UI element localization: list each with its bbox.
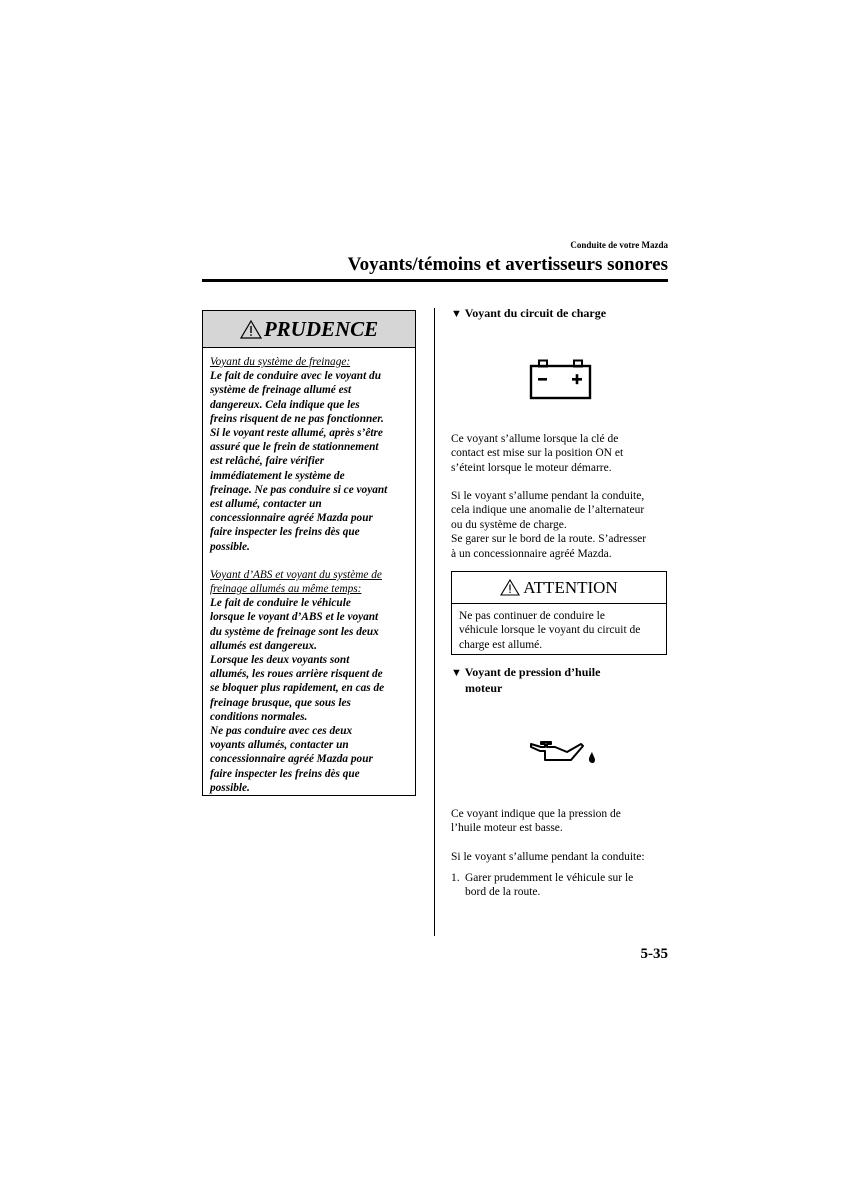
text-line: assuré que le frein de stationnement <box>210 441 379 454</box>
oil-paragraph-1 <box>451 807 667 836</box>
text-line: possible. <box>210 781 250 794</box>
charge-paragraph-2 <box>451 489 667 561</box>
text-line: Ce voyant indique que la pression de <box>451 808 621 820</box>
charge-paragraph-1 <box>451 432 667 475</box>
prudence-header <box>203 311 415 348</box>
list-number: 1. <box>451 872 460 884</box>
triangle-bullet-icon: ▼ <box>451 667 462 679</box>
text-line: possible. <box>210 540 250 553</box>
text-line: dangereux. Cela indique que les <box>210 398 360 411</box>
oil-paragraph-2: Si le voyant s’allume pendant la conduite: <box>451 851 645 863</box>
text-line: Se garer sur le bord de la route. S’adresser <box>451 533 647 546</box>
text-line: freins risquent de ne pas fonctionner. <box>210 412 384 425</box>
text-line: concessionnaire agréé Mazda pour <box>210 753 373 766</box>
text-line: conditions normales. <box>210 710 308 723</box>
battery-icon <box>529 359 593 401</box>
text-line: est allumé, contacter un <box>210 498 322 511</box>
text-line: Le fait de conduire avec le voyant du <box>210 370 381 383</box>
page-number: 5-35 <box>640 946 668 962</box>
prudence-block1-heading: Voyant du système de freinage: <box>210 356 351 368</box>
text-line: Si le voyant reste allumé, après s’être <box>210 427 383 440</box>
text-line: l’huile moteur est basse. <box>451 822 563 835</box>
text-line: Si le voyant s’allume pendant la conduite, <box>451 490 645 502</box>
oil-heading <box>451 665 667 696</box>
attention-box <box>451 571 667 655</box>
prudence-body <box>203 348 415 795</box>
text-line: charge est allumé. <box>459 638 543 651</box>
text-line: du système de freinage sont les deux <box>210 625 379 638</box>
prudence-box <box>202 310 416 796</box>
triangle-bullet-icon: ▼ <box>451 308 462 320</box>
title-rule <box>202 279 668 282</box>
oil-heading-text: moteur <box>465 681 503 695</box>
warning-triangle-icon <box>240 320 262 339</box>
prudence-block2-heading: freinage allumés au même temps: <box>210 583 362 596</box>
text-line: freinage brusque, que sous les <box>210 696 351 709</box>
text-line: bord de la route. <box>465 886 541 899</box>
text-line: est relâché, faire vérifier <box>210 455 325 468</box>
attention-body <box>452 604 666 657</box>
text-line: se bloquer plus rapidement, en cas de <box>210 682 385 695</box>
text-line: Ne pas conduire avec ces deux <box>210 725 353 738</box>
prudence-title: PRUDENCE <box>263 316 379 341</box>
text-line: système de freinage allumé est <box>210 384 352 397</box>
spacer <box>210 554 409 568</box>
text-line: contact est mise sur la position ON et <box>451 447 624 460</box>
charge-heading-text: Voyant du circuit de charge <box>464 306 607 320</box>
page-title: Voyants/témoins et avertisseurs sonores <box>347 254 668 275</box>
text-line: Lorsque les deux voyants sont <box>210 654 350 667</box>
text-line: Le fait de conduire le véhicule <box>210 597 351 610</box>
text-line: Garer prudemment le véhicule sur le <box>465 872 634 884</box>
text-line: véhicule lorsque le voyant du circuit de <box>459 624 641 637</box>
warning-triangle-icon <box>500 579 520 596</box>
prudence-block2-heading: Voyant d’ABS et voyant du système de <box>210 568 382 581</box>
section-label: Conduite de votre Mazda <box>570 240 668 250</box>
text-line: allumés est dangereux. <box>210 639 318 652</box>
text-line: allumés, les roues arrière risquent de <box>210 668 383 681</box>
charge-heading <box>451 306 667 322</box>
text-line: lorsque le voyant d’ABS et le voyant <box>210 611 379 624</box>
oil-can-icon <box>529 738 599 766</box>
text-line: à un concessionnaire agréé Mazda. <box>451 547 612 560</box>
text-line: Ne pas continuer de conduire le <box>459 610 605 622</box>
column-divider <box>434 308 435 936</box>
text-line: freinage. Ne pas conduire si ce voyant <box>210 483 388 496</box>
text-line: faire inspecter les freins dès que <box>210 526 360 539</box>
text-line: voyants allumés, contacter un <box>210 739 349 752</box>
text-line: faire inspecter les freins dès que <box>210 767 360 780</box>
attention-title: ATTENTION <box>523 577 618 597</box>
oil-heading-text: Voyant de pression d’huile <box>464 665 601 679</box>
text-line: s’éteint lorsque le moteur démarre. <box>451 461 612 474</box>
text-line: immédiatement le système de <box>210 469 345 482</box>
text-line: cela indique une anomalie de l’alternateur <box>451 504 645 517</box>
attention-header <box>452 572 666 604</box>
text-line: concessionnaire agréé Mazda pour <box>210 512 373 525</box>
text-line: ou du système de charge. <box>451 518 567 531</box>
text-line: Ce voyant s’allume lorsque la clé de <box>451 433 619 445</box>
list-item <box>451 871 667 900</box>
